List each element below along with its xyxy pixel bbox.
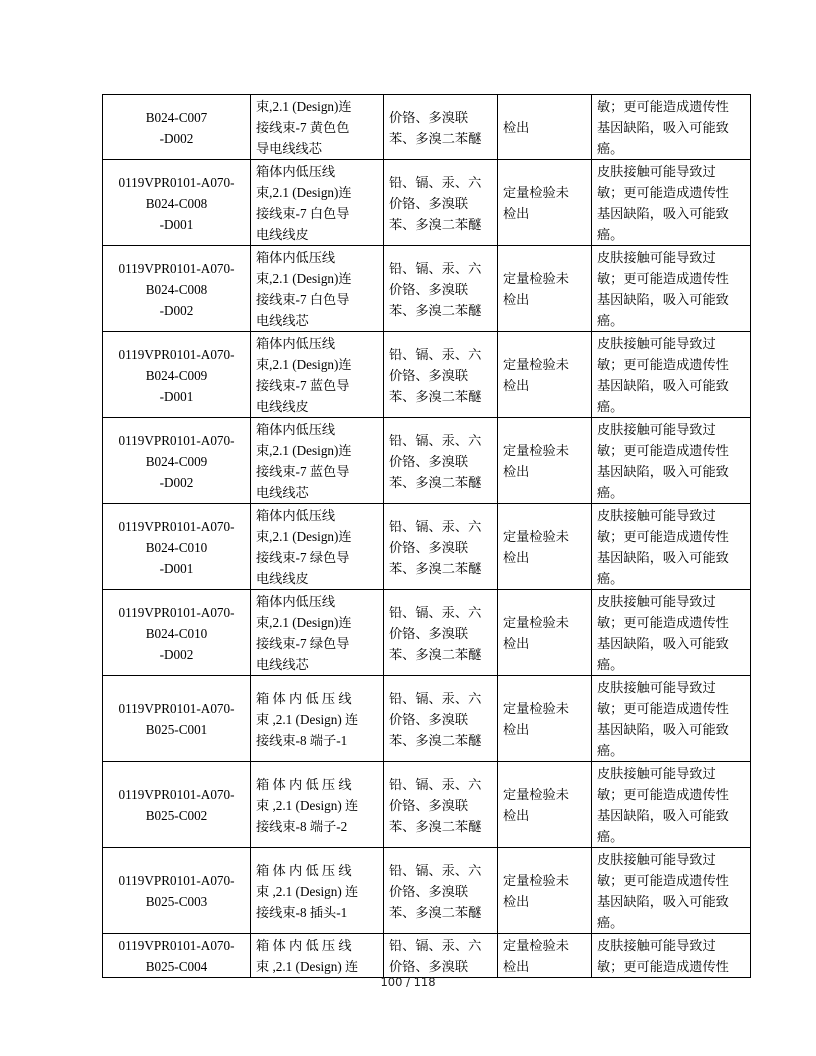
risk-line: 基因缺陷，吸入可能致 bbox=[597, 722, 729, 737]
risk-line: 基因缺陷，吸入可能致 bbox=[597, 894, 729, 909]
result-cell bbox=[498, 676, 592, 762]
substances-line: 价铬、多溴联 bbox=[389, 797, 469, 813]
result-line: 定量检验未 bbox=[503, 529, 569, 544]
result-line: 检出 bbox=[503, 808, 530, 823]
sample-id-cell bbox=[103, 504, 251, 590]
result-line: 检出 bbox=[503, 550, 530, 565]
sample-id-line: 0119VPR0101-A070- bbox=[118, 873, 235, 888]
risk-line: 癌。 bbox=[597, 571, 624, 586]
part-name-line: 箱体内低压线 bbox=[256, 336, 336, 351]
substances-line: 铅、镉、汞、六 bbox=[389, 174, 482, 190]
table-row bbox=[103, 676, 751, 762]
risk-line: 皮肤接触可能导致过 bbox=[597, 250, 716, 265]
risk-line: 基因缺陷，吸入可能致 bbox=[597, 550, 729, 565]
sample-id-cell bbox=[103, 676, 251, 762]
risk-line: 基因缺陷，吸入可能致 bbox=[597, 636, 729, 651]
sample-id-line: 0119VPR0101-A070- bbox=[118, 518, 235, 534]
result-line: 检出 bbox=[503, 636, 530, 651]
part-name-cell bbox=[251, 95, 384, 160]
sample-id-line: -D002 bbox=[159, 130, 194, 146]
result-line: 定量检验未 bbox=[503, 615, 569, 630]
part-name-cell bbox=[251, 848, 384, 934]
substances-line: 价铬、多溴联 bbox=[389, 281, 469, 297]
page-number: 100 bbox=[380, 975, 403, 989]
substances-line: 价铬、多溴联 bbox=[389, 109, 469, 125]
part-name-line: 束 ,2.1 (Design) 连 bbox=[256, 797, 359, 813]
risk-line: 癌。 bbox=[597, 485, 624, 500]
risk-cell bbox=[592, 418, 751, 504]
sample-id-line: -D002 bbox=[159, 474, 194, 490]
sample-id-line: B024-C008 bbox=[145, 281, 208, 297]
sample-id-line: B025-C004 bbox=[145, 959, 208, 974]
result-line: 检出 bbox=[503, 464, 530, 479]
result-line: 定量检验未 bbox=[503, 873, 569, 888]
risk-line: 敏；更可能造成遗传性 bbox=[597, 701, 729, 716]
sample-id-line: 0119VPR0101-A070- bbox=[118, 346, 235, 362]
sample-id-line: 0119VPR0101-A070- bbox=[118, 260, 235, 276]
risk-line: 敏；更可能造成遗传性 bbox=[597, 787, 729, 802]
part-name-cell bbox=[251, 504, 384, 590]
part-name-cell bbox=[251, 246, 384, 332]
substances-line: 铅、镉、汞、六 bbox=[389, 260, 482, 276]
result-line: 检出 bbox=[503, 378, 530, 393]
substances-line: 苯、多溴二苯醚 bbox=[389, 818, 482, 834]
risk-line: 基因缺陷，吸入可能致 bbox=[597, 292, 729, 307]
page-footer bbox=[0, 975, 816, 989]
part-name-line: 电线线皮 bbox=[256, 399, 309, 414]
part-name-line: 箱 体 内 低 压 线 bbox=[256, 938, 352, 953]
sample-id-cell bbox=[103, 418, 251, 504]
part-name-line: 束,2.1 (Design)连 bbox=[256, 529, 352, 544]
part-name-line: 接线束-7 蓝色导 bbox=[256, 464, 350, 479]
result-line: 检出 bbox=[503, 206, 530, 221]
part-name-line: 箱 体 内 低 压 线 bbox=[256, 862, 352, 878]
risk-line: 癌。 bbox=[597, 657, 624, 672]
table-row bbox=[103, 160, 751, 246]
part-name-line: 电线线芯 bbox=[256, 313, 309, 328]
part-name-cell bbox=[251, 418, 384, 504]
sample-id-line: B024-C010 bbox=[145, 539, 208, 555]
part-name-line: 导电线线芯 bbox=[256, 141, 322, 156]
part-name-line: 箱 体 内 低 压 线 bbox=[256, 690, 352, 706]
substances-cell bbox=[384, 762, 498, 848]
risk-cell bbox=[592, 95, 751, 160]
sample-id-cell bbox=[103, 95, 251, 160]
sample-id-line: B024-C009 bbox=[145, 453, 208, 469]
substances-line: 苯、多溴二苯醚 bbox=[389, 474, 482, 490]
part-name-line: 束 ,2.1 (Design) 连 bbox=[256, 711, 359, 727]
result-cell bbox=[498, 590, 592, 676]
sample-id-line: -D002 bbox=[159, 646, 194, 662]
risk-line: 基因缺陷，吸入可能致 bbox=[597, 378, 729, 393]
part-name-line: 电线线芯 bbox=[256, 657, 309, 672]
substances-cell bbox=[384, 590, 498, 676]
part-name-line: 电线线芯 bbox=[256, 485, 309, 500]
result-line: 定量检验未 bbox=[503, 185, 569, 200]
result-line: 检出 bbox=[503, 894, 530, 909]
sample-id-cell bbox=[103, 934, 251, 978]
risk-line: 敏；更可能造成遗传性 bbox=[597, 873, 729, 888]
sample-id-cell bbox=[103, 848, 251, 934]
risk-cell bbox=[592, 332, 751, 418]
sample-id-line: 0119VPR0101-A070- bbox=[118, 604, 235, 620]
substances-line: 铅、镉、汞、六 bbox=[389, 518, 482, 534]
sample-id-line: 0119VPR0101-A070- bbox=[118, 432, 235, 448]
substances-line: 苯、多溴二苯醚 bbox=[389, 904, 482, 920]
risk-cell bbox=[592, 590, 751, 676]
substances-cell bbox=[384, 246, 498, 332]
part-name-line: 束 ,2.1 (Design) 连 bbox=[256, 959, 359, 974]
table-row bbox=[103, 848, 751, 934]
substances-line: 价铬、多溴联 bbox=[389, 539, 469, 555]
substances-line: 苯、多溴二苯醚 bbox=[389, 388, 482, 404]
sample-id-line: B025-C002 bbox=[145, 808, 208, 823]
substances-line: 苯、多溴二苯醚 bbox=[389, 646, 482, 662]
risk-line: 癌。 bbox=[597, 141, 624, 156]
risk-line: 癌。 bbox=[597, 829, 624, 844]
risk-line: 皮肤接触可能导致过 bbox=[597, 508, 716, 523]
substances-line: 铅、镉、汞、六 bbox=[389, 862, 482, 878]
table-row bbox=[103, 504, 751, 590]
page-total: 118 bbox=[413, 975, 436, 989]
table-row bbox=[103, 246, 751, 332]
table-body bbox=[103, 95, 751, 978]
risk-line: 敏；更可能造成遗传性 bbox=[597, 357, 729, 372]
substances-line: 价铬、多溴联 bbox=[389, 711, 469, 727]
sample-id-line: B024-C007 bbox=[145, 109, 208, 125]
result-cell bbox=[498, 332, 592, 418]
page-separator: / bbox=[406, 975, 410, 989]
substances-line: 价铬、多溴联 bbox=[389, 195, 469, 211]
substances-line: 铅、镉、汞、六 bbox=[389, 938, 482, 953]
substances-line: 价铬、多溴联 bbox=[389, 883, 469, 899]
sample-id-line: B025-C001 bbox=[145, 722, 208, 737]
part-name-line: 接线束-7 绿色导 bbox=[256, 636, 350, 651]
risk-cell bbox=[592, 676, 751, 762]
part-name-cell bbox=[251, 676, 384, 762]
part-name-cell bbox=[251, 590, 384, 676]
part-name-line: 束,2.1 (Design)连 bbox=[256, 185, 352, 200]
part-name-line: 束,2.1 (Design)连 bbox=[256, 271, 352, 286]
risk-line: 癌。 bbox=[597, 915, 624, 930]
substances-line: 铅、镉、汞、六 bbox=[389, 690, 482, 706]
part-name-line: 箱体内低压线 bbox=[256, 164, 336, 179]
result-line: 检出 bbox=[503, 292, 530, 307]
substances-cell bbox=[384, 95, 498, 160]
risk-line: 敏；更可能造成遗传性 bbox=[597, 443, 729, 458]
part-name-line: 束,2.1 (Design)连 bbox=[256, 99, 352, 114]
sample-id-cell bbox=[103, 332, 251, 418]
sample-id-cell bbox=[103, 160, 251, 246]
sample-id-cell bbox=[103, 246, 251, 332]
sample-id-cell bbox=[103, 762, 251, 848]
substances-line: 铅、镉、汞、六 bbox=[389, 432, 482, 448]
risk-cell bbox=[592, 160, 751, 246]
result-cell bbox=[498, 246, 592, 332]
risk-cell bbox=[592, 762, 751, 848]
table-row bbox=[103, 590, 751, 676]
risk-line: 皮肤接触可能导致过 bbox=[597, 766, 716, 781]
sample-id-line: -D002 bbox=[159, 302, 194, 318]
part-name-line: 接线束-7 绿色导 bbox=[256, 550, 350, 565]
risk-line: 癌。 bbox=[597, 313, 624, 328]
risk-line: 癌。 bbox=[597, 227, 624, 242]
part-name-line: 束,2.1 (Design)连 bbox=[256, 357, 352, 372]
sample-id-line: 0119VPR0101-A070- bbox=[118, 174, 235, 190]
risk-line: 皮肤接触可能导致过 bbox=[597, 852, 716, 867]
risk-line: 皮肤接触可能导致过 bbox=[597, 164, 716, 179]
substances-line: 苯、多溴二苯醚 bbox=[389, 560, 482, 576]
risk-cell bbox=[592, 934, 751, 978]
result-cell bbox=[498, 160, 592, 246]
substances-line: 价铬、多溴联 bbox=[389, 453, 469, 469]
substances-line: 苯、多溴二苯醚 bbox=[389, 732, 482, 748]
risk-line: 基因缺陷，吸入可能致 bbox=[597, 120, 729, 135]
risk-line: 基因缺陷，吸入可能致 bbox=[597, 206, 729, 221]
risk-line: 敏；更可能造成遗传性 bbox=[597, 99, 729, 114]
sample-id-line: 0119VPR0101-A070- bbox=[118, 938, 235, 953]
risk-cell bbox=[592, 848, 751, 934]
sample-id-line: -D001 bbox=[159, 560, 194, 576]
risk-line: 基因缺陷，吸入可能致 bbox=[597, 464, 729, 479]
risk-cell bbox=[592, 246, 751, 332]
substances-cell bbox=[384, 848, 498, 934]
substances-line: 苯、多溴二苯醚 bbox=[389, 216, 482, 232]
substances-line: 价铬、多溴联 bbox=[389, 959, 469, 974]
substances-line: 价铬、多溴联 bbox=[389, 625, 469, 641]
substances-cell bbox=[384, 160, 498, 246]
part-name-line: 箱体内低压线 bbox=[256, 594, 336, 609]
risk-line: 敏；更可能造成遗传性 bbox=[597, 959, 729, 974]
result-cell bbox=[498, 762, 592, 848]
risk-line: 基因缺陷，吸入可能致 bbox=[597, 808, 729, 823]
part-name-cell bbox=[251, 762, 384, 848]
substances-line: 价铬、多溴联 bbox=[389, 367, 469, 383]
result-cell bbox=[498, 95, 592, 160]
part-name-line: 电线线皮 bbox=[256, 227, 309, 242]
table-row bbox=[103, 95, 751, 160]
result-line: 定量检验未 bbox=[503, 938, 569, 953]
part-name-line: 接线束-7 黄色色 bbox=[256, 120, 350, 135]
part-name-line: 接线束-7 白色导 bbox=[256, 292, 350, 307]
result-line: 定量检验未 bbox=[503, 443, 569, 458]
risk-line: 敏；更可能造成遗传性 bbox=[597, 271, 729, 286]
result-line: 定量检验未 bbox=[503, 357, 569, 372]
risk-line: 癌。 bbox=[597, 743, 624, 758]
table-row bbox=[103, 332, 751, 418]
substances-cell bbox=[384, 418, 498, 504]
substances-cell bbox=[384, 332, 498, 418]
sample-id-line: B024-C008 bbox=[145, 195, 208, 211]
sample-id-line: B024-C009 bbox=[145, 367, 208, 383]
sample-id-line: -D001 bbox=[159, 388, 194, 404]
part-name-line: 接线束-8 端子-2 bbox=[256, 818, 348, 834]
result-line: 检出 bbox=[503, 959, 530, 974]
result-cell bbox=[498, 848, 592, 934]
part-name-line: 电线线皮 bbox=[256, 571, 309, 586]
risk-line: 皮肤接触可能导致过 bbox=[597, 938, 716, 953]
risk-cell bbox=[592, 504, 751, 590]
result-cell bbox=[498, 504, 592, 590]
result-line: 检出 bbox=[503, 722, 530, 737]
result-cell bbox=[498, 934, 592, 978]
part-name-line: 箱体内低压线 bbox=[256, 508, 336, 523]
part-name-line: 束 ,2.1 (Design) 连 bbox=[256, 883, 359, 899]
table-row bbox=[103, 934, 751, 978]
sample-id-line: 0119VPR0101-A070- bbox=[118, 701, 235, 716]
part-name-line: 接线束-7 白色导 bbox=[256, 206, 350, 221]
part-name-line: 束,2.1 (Design)连 bbox=[256, 443, 352, 458]
sample-id-line: B024-C010 bbox=[145, 625, 208, 641]
sample-id-line: -D001 bbox=[159, 216, 194, 232]
risk-line: 皮肤接触可能导致过 bbox=[597, 680, 716, 695]
sample-id-line: 0119VPR0101-A070- bbox=[118, 787, 235, 802]
risk-line: 皮肤接触可能导致过 bbox=[597, 336, 716, 351]
result-line: 定量检验未 bbox=[503, 701, 569, 716]
result-cell bbox=[498, 418, 592, 504]
substances-line: 苯、多溴二苯醚 bbox=[389, 130, 482, 146]
sample-id-cell bbox=[103, 590, 251, 676]
risk-line: 皮肤接触可能导致过 bbox=[597, 422, 716, 437]
result-line: 定量检验未 bbox=[503, 787, 569, 802]
table-row bbox=[103, 762, 751, 848]
part-name-cell bbox=[251, 934, 384, 978]
part-name-line: 箱体内低压线 bbox=[256, 422, 336, 437]
part-name-line: 束,2.1 (Design)连 bbox=[256, 615, 352, 630]
risk-line: 敏；更可能造成遗传性 bbox=[597, 529, 729, 544]
result-line: 定量检验未 bbox=[503, 271, 569, 286]
substances-line: 苯、多溴二苯醚 bbox=[389, 302, 482, 318]
part-name-line: 接线束-7 蓝色导 bbox=[256, 378, 350, 393]
part-name-line: 箱 体 内 低 压 线 bbox=[256, 776, 352, 792]
part-name-cell bbox=[251, 160, 384, 246]
substances-cell bbox=[384, 504, 498, 590]
part-name-cell bbox=[251, 332, 384, 418]
substances-line: 铅、镉、汞、六 bbox=[389, 346, 482, 362]
part-name-line: 接线束-8 插头-1 bbox=[256, 904, 348, 920]
substances-line: 铅、镉、汞、六 bbox=[389, 604, 482, 620]
result-line: 检出 bbox=[503, 120, 530, 135]
part-name-line: 箱体内低压线 bbox=[256, 250, 336, 265]
part-name-line: 接线束-8 端子-1 bbox=[256, 732, 348, 748]
risk-line: 敏；更可能造成遗传性 bbox=[597, 185, 729, 200]
substances-line: 铅、镉、汞、六 bbox=[389, 776, 482, 792]
risk-line: 皮肤接触可能导致过 bbox=[597, 594, 716, 609]
risk-line: 敏；更可能造成遗传性 bbox=[597, 615, 729, 630]
table-row bbox=[103, 418, 751, 504]
risk-line: 癌。 bbox=[597, 399, 624, 414]
substances-cell bbox=[384, 934, 498, 978]
substance-test-table bbox=[102, 94, 751, 978]
sample-id-line: B025-C003 bbox=[145, 894, 208, 909]
substances-cell bbox=[384, 676, 498, 762]
